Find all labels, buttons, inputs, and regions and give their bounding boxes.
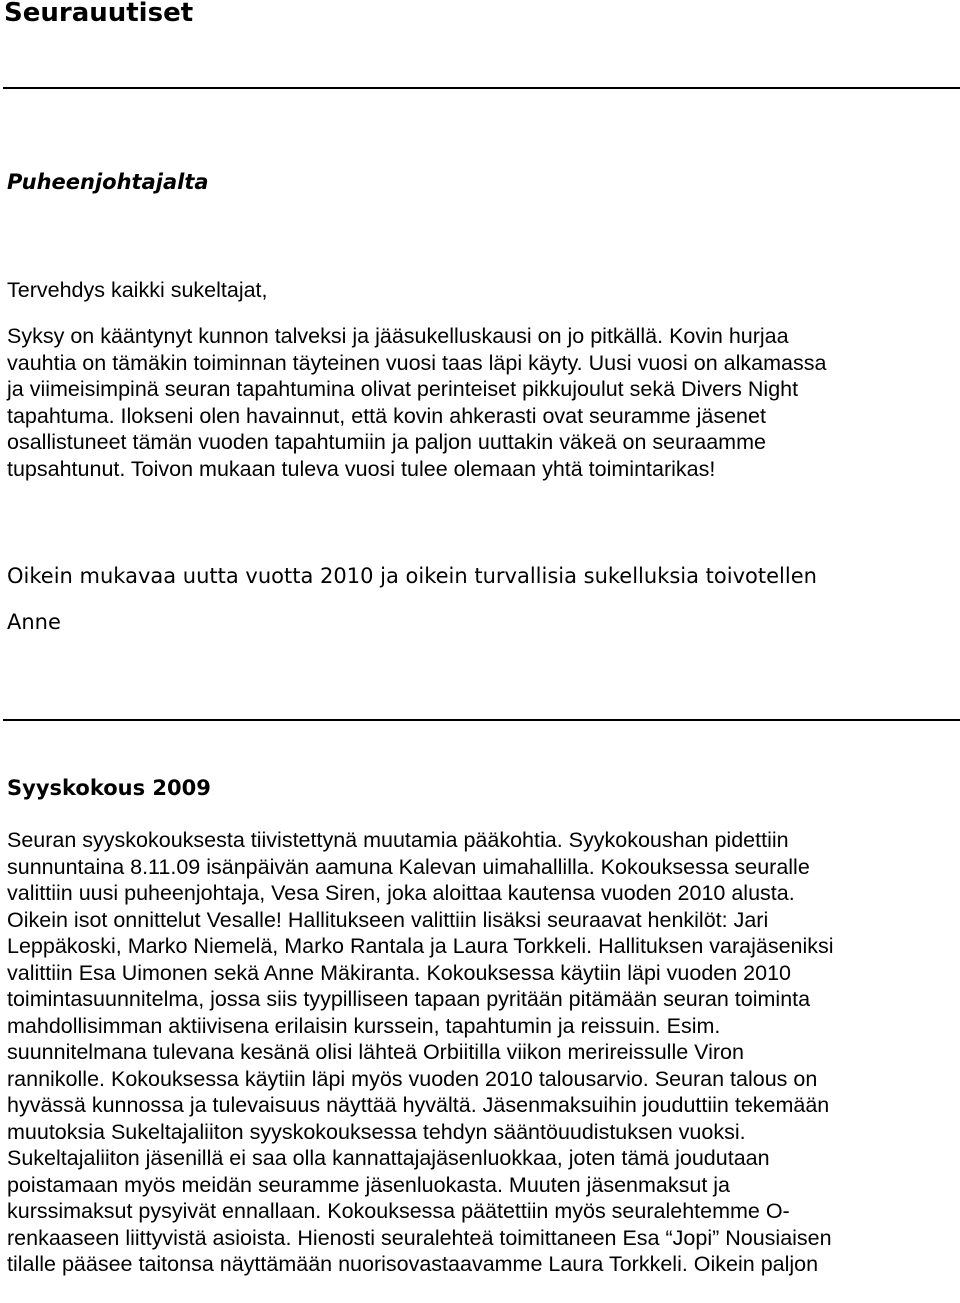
paragraph-line: valittiin Esa Uimonen sekä Anne Mäkiranta. Kokouksessa käytiin läpi vuoden 2010 [7,960,792,985]
paragraph-line: poistamaan myös meidän seuramme jäsenluokasta. Muuten jäsenmaksut ja [7,1172,731,1197]
paragraph-line: Seuran syyskokouksesta tiivistettynä muutamia pääkohtia. Syykokoushan pidettiin [7,828,789,852]
paragraph-line: renkaaseen liittyvistä asioista. Hienosti seuralehteä toimittaneen Esa “Jopi” Nousiaisen [7,1225,832,1250]
meeting-paragraph [7,827,953,1278]
chair-paragraph [7,323,953,482]
paragraph-line: Syksy on kääntynyt kunnon talveksi ja jääsukelluskausi on jo pitkällä. Kovin hurjaa [7,324,789,348]
paragraph-line: sunnuntaina 8.11.09 isänpäivän aamuna Kalevan uimahallilla. Kokouksessa seuralle [7,854,810,879]
divider-top [3,87,960,89]
section-title: Seurauutiset [4,0,194,28]
paragraph-line: muutoksia Sukeltajaliiton syyskokouksessa tehdyn sääntöuudistuksen vuoksi. [7,1119,746,1144]
paragraph-line: mahdollisimman aktiivisena erilaisin kurssein, tapahtumin ja reissuin. Esim. [7,1013,721,1038]
paragraph-line: Leppäkoski, Marko Niemelä, Marko Rantala ja Laura Torkkeli. Hallituksen varajäseniksi [7,934,834,958]
chair-signature: Anne [7,610,61,634]
paragraph-line: rannikolle. Kokouksessa käytiin läpi myös vuoden 2010 talousarvio. Seuran talous on [7,1066,818,1091]
paragraph-line: Oikein isot onnittelut Vesalle! Hallitukseen valittiin lisäksi seuraavat henkilöt: Jari [7,907,769,932]
paragraph-line: valittiin uusi puheenjohtaja, Vesa Siren, joka aloittaa kautensa vuoden 2010 alusta. [7,881,795,905]
meeting-heading: Syyskokous 2009 [7,776,211,800]
chair-wish: Oikein mukavaa uutta vuotta 2010 ja oikein turvallisia sukelluksia toivotellen [7,564,817,588]
paragraph-line: Sukeltajaliiton jäsenillä ei saa olla kannattajajäsenluokkaa, joten tämä joudutaan [7,1146,770,1170]
paragraph-line: tilalle pääsee taitonsa näyttämään nuorisovastaavamme Laura Torkkeli. Oikein paljon [7,1252,819,1276]
paragraph-line: suunnitelmana tulevana kesänä olisi lähteä Orbiitilla viikon merireissulle Viron [7,1040,744,1064]
paragraph-line: toimintasuunnitelma, jossa siis tyypilliseen tapaan pyritään pitämään seuran toiminta [7,987,811,1011]
paragraph-line: tupsahtunut. Toivon mukaan tuleva vuosi tulee olemaan yhtä toimintarikas! [7,456,716,481]
paragraph-line: kurssimaksut pysyivät ennallaan. Kokouksessa päätettiin myös seuralehtemme O- [7,1199,790,1223]
paragraph-line: tapahtuma. Ilokseni olen havainnut, että kovin ahkerasti ovat seuramme jäsenet [7,403,766,428]
paragraph-line: vauhtia on tämäkin toiminnan täyteinen vuosi taas läpi käyty. Uusi vuosi on alkamassa [7,350,827,375]
paragraph-line: hyvässä kunnossa ja tulevaisuus näyttää hyvältä. Jäsenmaksuihin jouduttiin tekemään [7,1093,830,1117]
paragraph-line: osallistuneet tämän vuoden tapahtumiin ja paljon uuttakin väkeä on seuraamme [7,430,766,454]
paragraph-line: ja viimeisimpinä seuran tapahtumina olivat perinteiset pikkujoulut sekä Divers Night [7,377,799,401]
chair-greeting: Tervehdys kaikki sukeltajat, [7,278,268,302]
divider-middle [3,719,960,721]
chair-heading: Puheenjohtajalta [7,170,209,194]
